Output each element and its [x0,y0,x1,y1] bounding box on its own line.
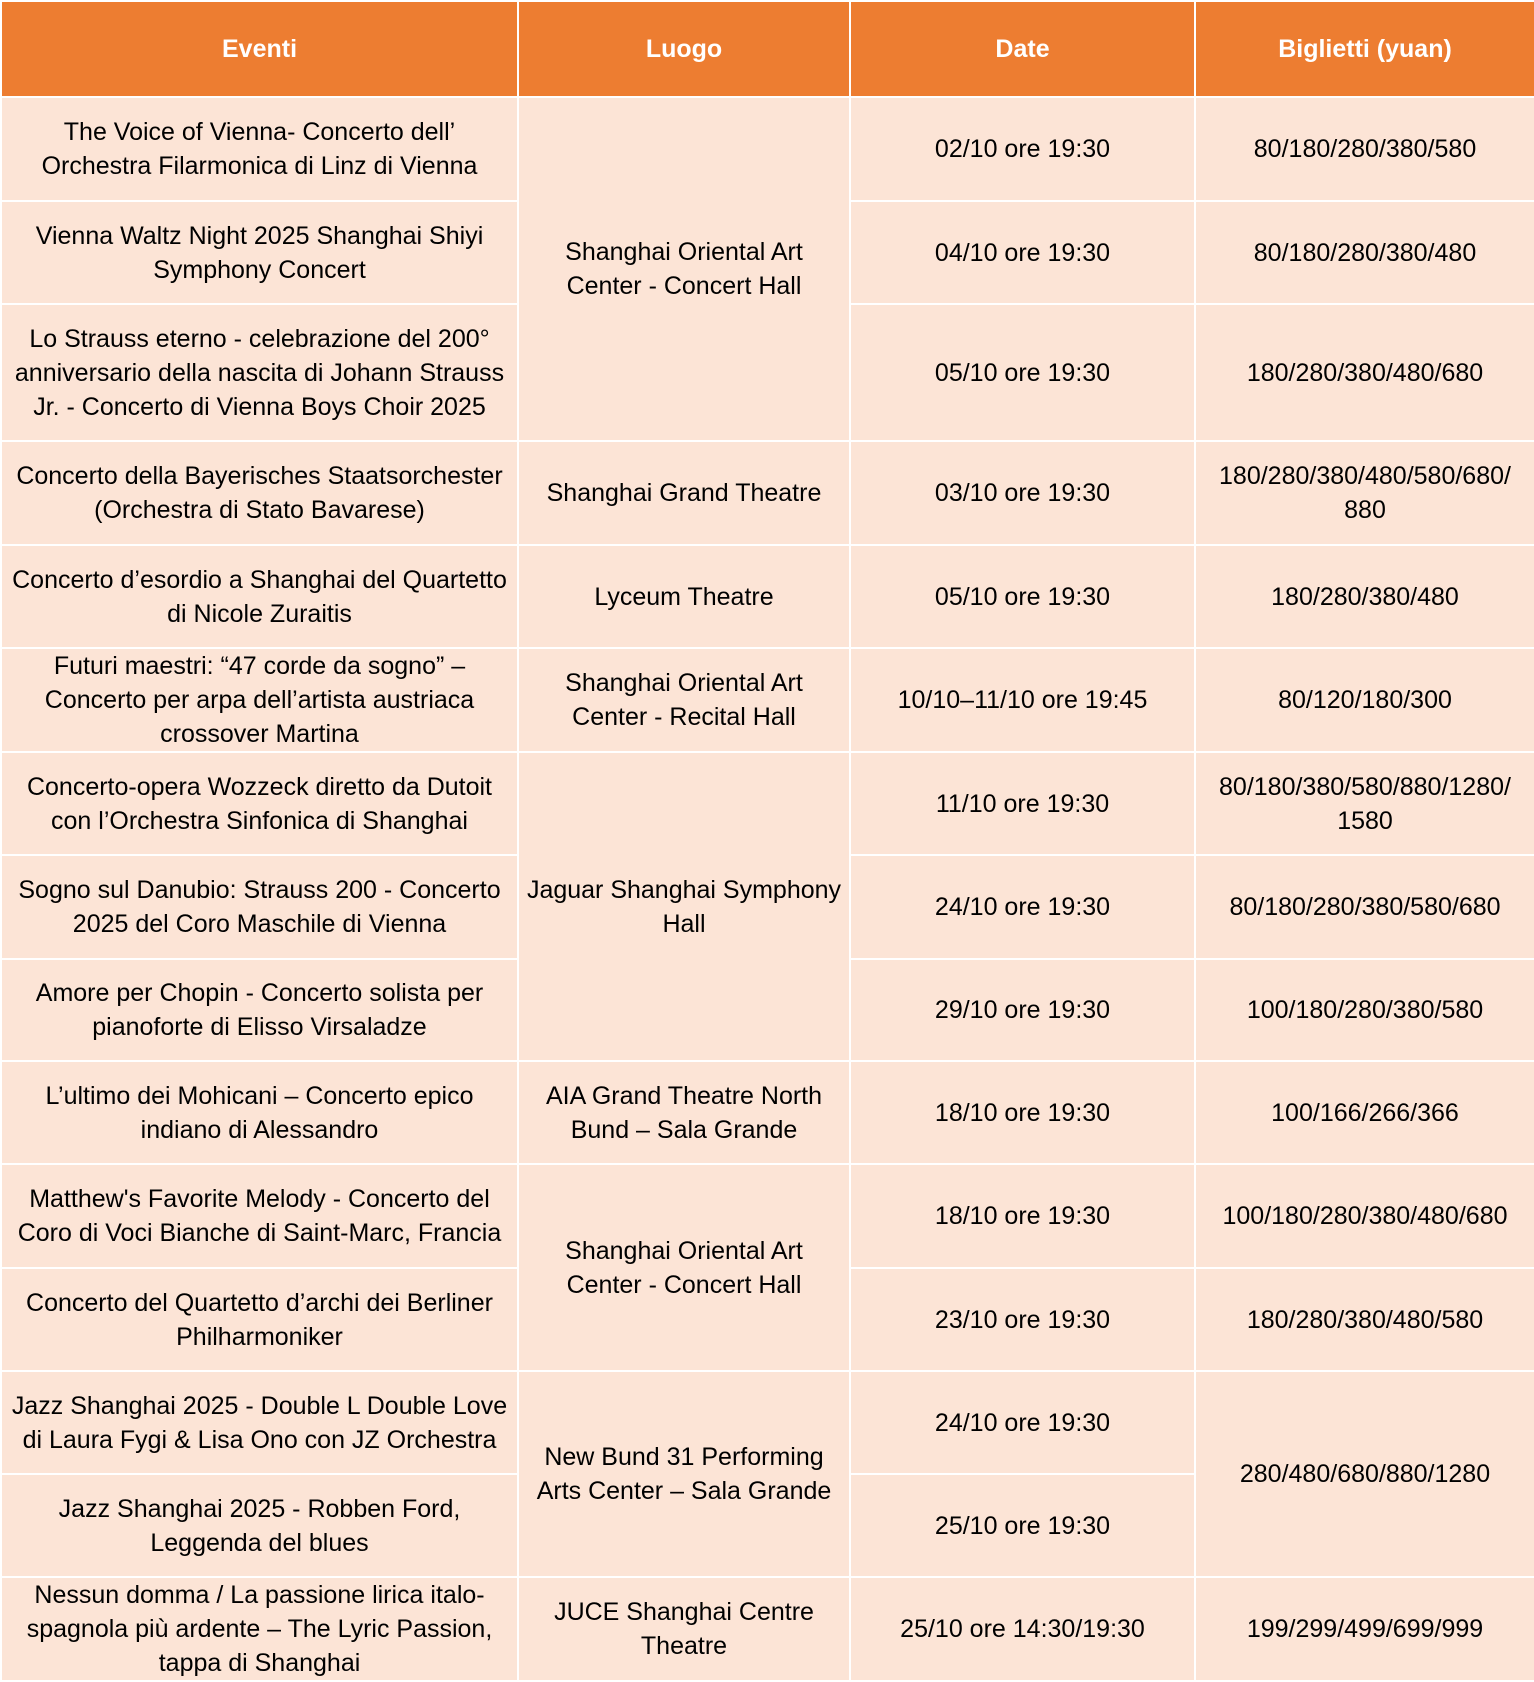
date-cell: 18/10 ore 19:30 [850,1164,1195,1268]
date-cell: 23/10 ore 19:30 [850,1268,1195,1371]
event-cell: Concerto della Bayerisches Staatsorchester (Orchestra di Stato Bavarese) [1,441,518,545]
tickets-cell: 80/180/280/380/580/680 [1195,855,1534,959]
event-cell: L’ultimo dei Mohicani – Concerto epico indiano di Alessandro [1,1061,518,1164]
date-cell: 03/10 ore 19:30 [850,441,1195,545]
table-row [1,1164,1534,1268]
tickets-cell: 100/166/266/366 [1195,1061,1534,1164]
header-events: Eventi [1,1,518,97]
table-row [1,1577,1534,1681]
event-cell: Concerto d’esordio a Shanghai del Quartetto di Nicole Zuraitis [1,545,518,648]
event-cell: Futuri maestri: “47 corde da sogno” – Concerto per arpa dell’artista austriaca crossover Martina [1,648,518,752]
tickets-cell: 80/180/280/380/480 [1195,201,1534,304]
header-tickets: Biglietti (yuan) [1195,1,1534,97]
table-row [1,648,1534,752]
tickets-cell: 80/120/180/300 [1195,648,1534,752]
tickets-cell: 80/180/280/380/580 [1195,97,1534,201]
tickets-cell: 100/180/280/380/580 [1195,959,1534,1061]
table-body [1,97,1534,1681]
date-cell: 02/10 ore 19:30 [850,97,1195,201]
tickets-cell: 180/280/380/480/680 [1195,304,1534,441]
venue-cell: Lyceum Theatre [518,545,850,648]
event-cell: Sogno sul Danubio: Strauss 200 - Concerto 2025 del Coro Maschile di Vienna [1,855,518,959]
tickets-cell: 180/280/380/480/580 [1195,1268,1534,1371]
date-cell: 10/10–11/10 ore 19:45 [850,648,1195,752]
venue-cell: Shanghai Oriental Art Center - Concert Hall [518,1164,850,1371]
date-cell: 11/10 ore 19:30 [850,752,1195,855]
event-cell: Matthew's Favorite Melody - Concerto del Coro di Voci Bianche di Saint-Marc, Francia [1,1164,518,1268]
tickets-cell: 100/180/280/380/480/680 [1195,1164,1534,1268]
header-date: Date [850,1,1195,97]
tickets-cell: 280/480/680/880/1280 [1195,1371,1534,1577]
table-row [1,545,1534,648]
date-cell: 05/10 ore 19:30 [850,304,1195,441]
header-row [1,1,1534,97]
tickets-cell: 180/280/380/480 [1195,545,1534,648]
event-cell: Concerto-opera Wozzeck diretto da Dutoit con l’Orchestra Sinfonica di Shanghai [1,752,518,855]
venue-cell: Shanghai Grand Theatre [518,441,850,545]
date-cell: 18/10 ore 19:30 [850,1061,1195,1164]
event-cell: Vienna Waltz Night 2025 Shanghai Shiyi Symphony Concert [1,201,518,304]
venue-cell: AIA Grand Theatre North Bund – Sala Grande [518,1061,850,1164]
venue-cell: New Bund 31 Performing Arts Center – Sala Grande [518,1371,850,1577]
date-cell: 04/10 ore 19:30 [850,201,1195,304]
tickets-cell: 80/180/380/580/880/1280/ 1580 [1195,752,1534,855]
table-row [1,1061,1534,1164]
event-cell: Lo Strauss eterno - celebrazione del 200° anniversario della nascita di Johann Strauss Jr. - Concerto di Vienna Boys Choir 2025 [1,304,518,441]
event-cell: Amore per Chopin - Concerto solista per pianoforte di Elisso Virsaladze [1,959,518,1061]
table-row [1,441,1534,545]
tickets-cell: 199/299/499/699/999 [1195,1577,1534,1681]
date-cell: 25/10 ore 14:30/19:30 [850,1577,1195,1681]
date-cell: 24/10 ore 19:30 [850,1371,1195,1474]
tickets-cell: 180/280/380/480/580/680/ 880 [1195,441,1534,545]
table-row [1,752,1534,855]
venue-cell: Shanghai Oriental Art Center - Recital Hall [518,648,850,752]
header-venue: Luogo [518,1,850,97]
date-cell: 05/10 ore 19:30 [850,545,1195,648]
venue-cell: JUCE Shanghai Centre Theatre [518,1577,850,1681]
table-row [1,97,1534,201]
date-cell: 25/10 ore 19:30 [850,1474,1195,1577]
event-cell: The Voice of Vienna- Concerto dell’ Orchestra Filarmonica di Linz di Vienna [1,97,518,201]
event-cell: Jazz Shanghai 2025 - Robben Ford, Leggenda del blues [1,1474,518,1577]
event-cell: Concerto del Quartetto d’archi dei Berliner Philharmoniker [1,1268,518,1371]
venue-cell: Shanghai Oriental Art Center - Concert Hall [518,97,850,441]
date-cell: 29/10 ore 19:30 [850,959,1195,1061]
venue-cell: Jaguar Shanghai Symphony Hall [518,752,850,1061]
event-cell: Nessun domma / La passione lirica italo-spagnola più ardente – The Lyric Passion, tappa di Shanghai [1,1577,518,1681]
date-cell: 24/10 ore 19:30 [850,855,1195,959]
event-cell: Jazz Shanghai 2025 - Double L Double Love di Laura Fygi & Lisa Ono con JZ Orchestra [1,1371,518,1474]
table-row [1,1371,1534,1474]
